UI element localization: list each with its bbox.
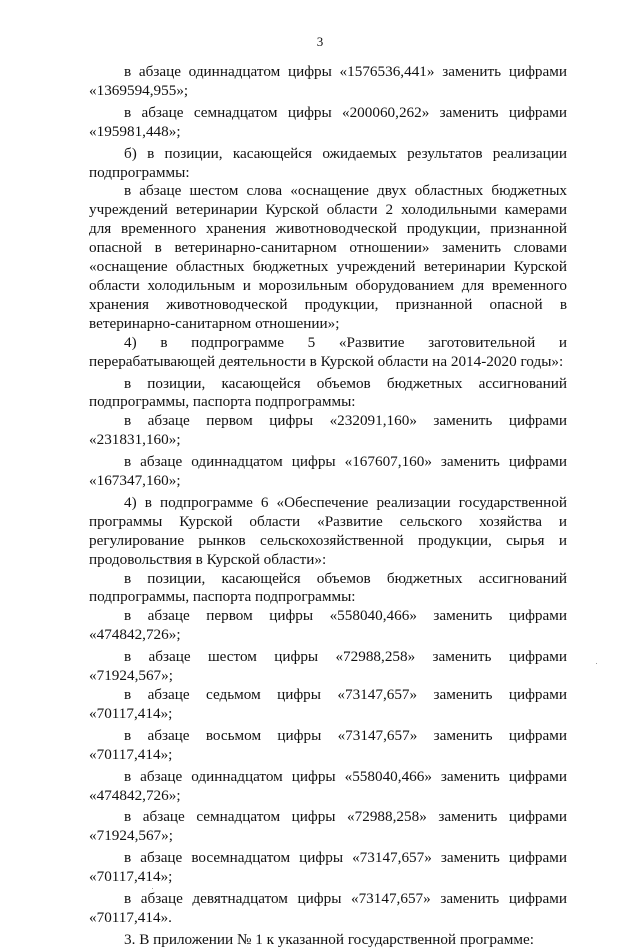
paragraph: в абзаце шестом цифры «72988,258» заменить цифрами «71924,567»; [89, 648, 567, 685]
paragraph: в абзаце одиннадцатом цифры «167607,160» заменить цифрами «167347,160»; [89, 453, 567, 490]
paragraph: в абзаце седьмом цифры «73147,657» заменить цифрами «70117,414»; [89, 686, 567, 722]
paragraph: б) в позиции, касающейся ожидаемых результатов реализации подпрограммы: [89, 144, 567, 181]
paragraph: в абзаце первом цифры «232091,160» заменить цифрами «231831,160»; [89, 412, 567, 449]
paragraph: в абзаце семнадцатом цифры «200060,262» заменить цифрами «195981,448»; [89, 103, 567, 140]
paragraph: в абзаце восьмом цифры «73147,657» заменить цифрами «70117,414»; [89, 726, 567, 763]
paragraph: 4) в подпрограмме 6 «Обеспечение реализации государственной программы Курской области «Развитие сельского хозяйства и регулирование рынков сельскохозяйственной продукции, сырья и продовольствия в Курской области»: [89, 493, 567, 568]
paragraph: в абзаце первом цифры «558040,466» заменить цифрами «474842,726»; [89, 607, 567, 644]
document-body [89, 63, 567, 950]
paragraph: 4) в подпрограмме 5 «Развитие заготовительной и перерабатывающей деятельности в Курской области на 2014-2020 годы»: [89, 333, 567, 370]
scan-speck [596, 663, 597, 664]
paragraph: в абзаце семнадцатом цифры «72988,258» заменить цифрами «71924,567»; [89, 808, 567, 845]
scan-speck [152, 888, 153, 889]
paragraph: 3. В приложении № 1 к указанной государственной программе: [124, 930, 534, 948]
paragraph: в позиции, касающейся объемов бюджетных ассигнований подпрограммы, паспорта подпрограммы: [89, 569, 567, 606]
paragraph: в абзаце шестом слова «оснащение двух областных бюджетных учреждений ветеринарии Курской области 2 холодильными камерами для временного хранения животноводческой продукции, признанной опасной в ветеринарно-санитарном отношении» заменить словами «оснащение областных бюджетных учреждений ветеринарии Курской области холодильным и морозильным оборудованием для временного хранения животноводческой продукции, признанной опасной в ветеринарно-санитарном отношении»; [89, 182, 567, 332]
paragraph: в абзаце одиннадцатом цифры «558040,466» заменить цифрами «474842,726»; [89, 767, 567, 804]
paragraph: в абзаце девятнадцатом цифры «73147,657» заменить цифрами «70117,414». [89, 890, 567, 926]
paragraph: в абзаце одиннадцатом цифры «1576536,441» заменить цифрами «1369594,955»; [89, 63, 567, 99]
page-number: 3 [316, 34, 324, 49]
paragraph: в абзаце восемнадцатом цифры «73147,657» заменить цифрами «70117,414»; [89, 849, 567, 886]
paragraph: в позиции, касающейся объемов бюджетных ассигнований подпрограммы, паспорта подпрограммы: [89, 374, 567, 411]
